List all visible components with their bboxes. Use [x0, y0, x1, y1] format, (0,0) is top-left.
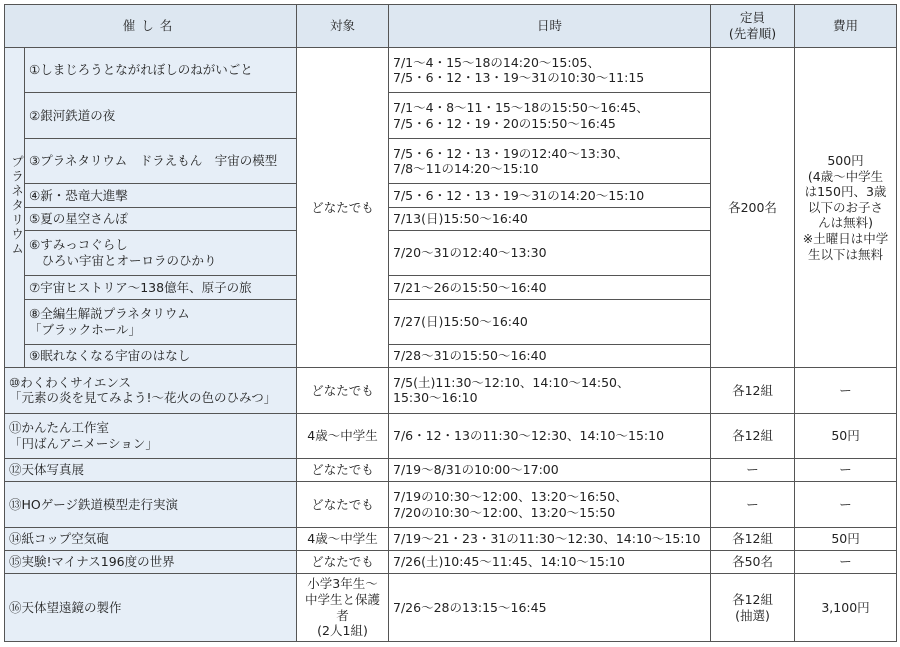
event-name [5, 482, 297, 527]
event-capacity [711, 413, 795, 458]
header-row [5, 5, 897, 48]
capacity-line: (抽選) [735, 607, 770, 623]
event-datetime [389, 527, 711, 550]
event-name [5, 574, 297, 642]
event-name [25, 276, 297, 299]
event-name-line: ⑪かんたん工作室 [9, 420, 110, 436]
event-name [5, 527, 297, 550]
event-capacity [711, 482, 795, 527]
planetarium-capacity: 各200名 [711, 48, 795, 368]
event-name-line: ⑧全編生解説プラネタリウム [29, 306, 190, 322]
table-row [5, 574, 897, 642]
capacity-line: ー [746, 462, 759, 478]
event-datetime [389, 299, 711, 344]
event-name-line: 「円ばんアニメーション」 [9, 435, 158, 451]
event-name-line: 「ブラックホール」 [29, 321, 142, 337]
table-row [5, 527, 897, 550]
datetime-line: 7/26～28の13:15～16:45 [393, 599, 547, 615]
event-capacity [711, 368, 795, 413]
planetarium-group-label [5, 48, 25, 368]
event-target [297, 482, 389, 527]
datetime-line: 7/19の10:30～12:00、13:20～16:50、 [393, 488, 628, 504]
event-name-line: ⑭紙コップ空気砲 [9, 531, 109, 547]
event-name-line: ④新・恐竜大進撃 [29, 187, 128, 203]
event-name-line: ⑯天体望遠鏡の製作 [9, 599, 122, 615]
datetime-line: 15:30～16:10 [393, 390, 478, 406]
event-datetime [389, 48, 711, 93]
fee-line: んは無料) [818, 215, 873, 231]
target-line: (2人1組) [317, 623, 368, 639]
event-datetime [389, 207, 711, 230]
event-name-line: ⑨眠れなくなる宇宙のはなし [29, 348, 191, 364]
event-name-line: ⑮実験!マイナス196度の世界 [9, 554, 175, 570]
datetime-line: 7/5・6・12・19・20の15:50～16:45 [393, 115, 616, 131]
event-name-line: ⑬HOゲージ鉄道模型走行実演 [9, 496, 178, 512]
event-datetime [389, 368, 711, 413]
events-table [4, 4, 897, 642]
datetime-line: 7/5・6・12・13・19～31の14:20～15:10 [393, 187, 645, 203]
table-row [5, 368, 897, 413]
event-name [5, 413, 297, 458]
fee-line: 生以下は無料 [808, 246, 884, 262]
target-line: 4歳～中学生 [307, 531, 378, 547]
event-datetime [389, 230, 711, 275]
event-datetime [389, 551, 711, 574]
event-name-line: ⑫天体写真展 [9, 462, 85, 478]
header-name: 催し名 [5, 5, 297, 48]
event-target [297, 551, 389, 574]
event-target [297, 527, 389, 550]
event-capacity [711, 459, 795, 482]
planetarium-target: どなたでも [297, 48, 389, 368]
table-row [5, 413, 897, 458]
event-name [25, 230, 297, 275]
datetime-line: 7/27(日)15:50～16:40 [393, 313, 528, 329]
datetime-line: 7/5・6・12・13・19～31の10:30～11:15 [393, 70, 645, 86]
planetarium-group-text: プラネタリウム [9, 155, 25, 257]
datetime-line: 7/8～11の14:20～15:10 [393, 161, 539, 177]
fee-line: (4歳～中学生 [807, 168, 884, 184]
datetime-line: 7/19～8/31の10:00～17:00 [393, 462, 559, 478]
event-fee: 50円 [795, 527, 897, 550]
event-capacity [711, 574, 795, 642]
event-datetime [389, 344, 711, 367]
event-name-line: ⑤夏の星空さんぽ [29, 210, 128, 226]
event-fee: ー [795, 482, 897, 527]
event-name-line: ⑥すみっコぐらし [29, 237, 128, 253]
event-fee: ー [795, 551, 897, 574]
event-name [25, 344, 297, 367]
header-target: 対象 [297, 5, 389, 48]
datetime-line: 7/5(土)11:30～12:10、14:10～14:50、 [393, 374, 630, 390]
event-fee: ー [795, 459, 897, 482]
event-fee: 50円 [795, 413, 897, 458]
capacity-line: 各12組 [732, 428, 773, 444]
event-name-line: ③プラネタリウム ドラえもん 宇宙の模型 [29, 153, 278, 169]
fee-line: 500円 [827, 152, 864, 168]
capacity-line: 各12組 [732, 382, 773, 398]
table-row [5, 551, 897, 574]
event-target [297, 574, 389, 642]
event-name [5, 368, 297, 413]
capacity-line: 各12組 [732, 531, 773, 547]
event-name-line: ⑩わくわくサイエンス [9, 374, 131, 390]
event-name-line: 「元素の炎を見てみよう!～花火の色のひみつ」 [9, 390, 277, 406]
event-capacity [711, 551, 795, 574]
event-datetime [389, 138, 711, 183]
datetime-line: 7/6・12・13の11:30～12:30、14:10～15:10 [393, 428, 665, 444]
datetime-line: 7/26(土)10:45～11:45、14:10～15:10 [393, 554, 625, 570]
header-fee: 費用 [795, 5, 897, 48]
event-name-line: ①しまじろうとながれぼしのねがいごと [29, 62, 253, 78]
target-line: 小学3年生～ [307, 576, 378, 592]
event-datetime [389, 574, 711, 642]
capacity-line: 各50名 [732, 554, 773, 570]
datetime-line: 7/13(日)15:50～16:40 [393, 210, 528, 226]
fee-line: ※土曜日は中学 [802, 231, 889, 247]
event-name [25, 48, 297, 93]
event-capacity [711, 527, 795, 550]
event-name [5, 459, 297, 482]
target-line: どなたでも [311, 496, 374, 512]
event-name [25, 207, 297, 230]
event-datetime [389, 413, 711, 458]
event-datetime [389, 459, 711, 482]
datetime-line: 7/28～31の15:50～16:40 [393, 348, 547, 364]
event-name [25, 299, 297, 344]
target-line: どなたでも [311, 554, 374, 570]
event-target [297, 413, 389, 458]
datetime-line: 7/19～21・23・31の11:30～12:30、14:10～15:10 [393, 531, 701, 547]
datetime-line: 7/20の10:30～12:00、13:20～15:50 [393, 504, 616, 520]
event-name-line: ⑦宇宙ヒストリア～138億年、原子の旅 [29, 279, 252, 295]
datetime-line: 7/1～4・15～18の14:20～15:05、 [393, 54, 600, 70]
event-datetime [389, 93, 711, 138]
event-name [5, 551, 297, 574]
table-row [5, 459, 897, 482]
target-line: どなたでも [311, 382, 374, 398]
datetime-line: 7/5・6・12・13・19の12:40～13:30、 [393, 145, 629, 161]
event-name-line: ひろい宇宙とオーロラのひかり [29, 253, 217, 269]
target-line: 中学生と保護者 [305, 592, 381, 623]
header-datetime: 日時 [389, 5, 711, 48]
capacity-line: ー [746, 496, 759, 512]
event-datetime [389, 276, 711, 299]
event-target [297, 368, 389, 413]
datetime-line: 7/21～26の15:50～16:40 [393, 279, 547, 295]
datetime-line: 7/1～4・8～11・15～18の15:50～16:45、 [393, 100, 649, 116]
event-fee: 3,100円 [795, 574, 897, 642]
event-name [25, 93, 297, 138]
planetarium-fee [795, 48, 897, 368]
event-fee: ー [795, 368, 897, 413]
event-name [25, 184, 297, 207]
header-capacity-line1: 定員 [740, 10, 766, 26]
event-datetime [389, 482, 711, 527]
target-line: 4歳～中学生 [307, 428, 378, 444]
table-row [5, 482, 897, 527]
datetime-line: 7/20～31の12:40～13:30 [393, 245, 547, 261]
fee-line: 以下のお子さ [808, 199, 884, 215]
capacity-line: 各12組 [732, 592, 773, 607]
header-capacity-line2: (先着順) [728, 26, 777, 41]
event-target [297, 459, 389, 482]
header-capacity [711, 5, 795, 48]
event-name [25, 138, 297, 183]
event-name-line: ②銀河鉄道の夜 [29, 107, 116, 123]
event-datetime [389, 184, 711, 207]
table-row [5, 48, 897, 93]
fee-line: は150円、3歳 [804, 184, 887, 200]
target-line: どなたでも [311, 462, 374, 478]
